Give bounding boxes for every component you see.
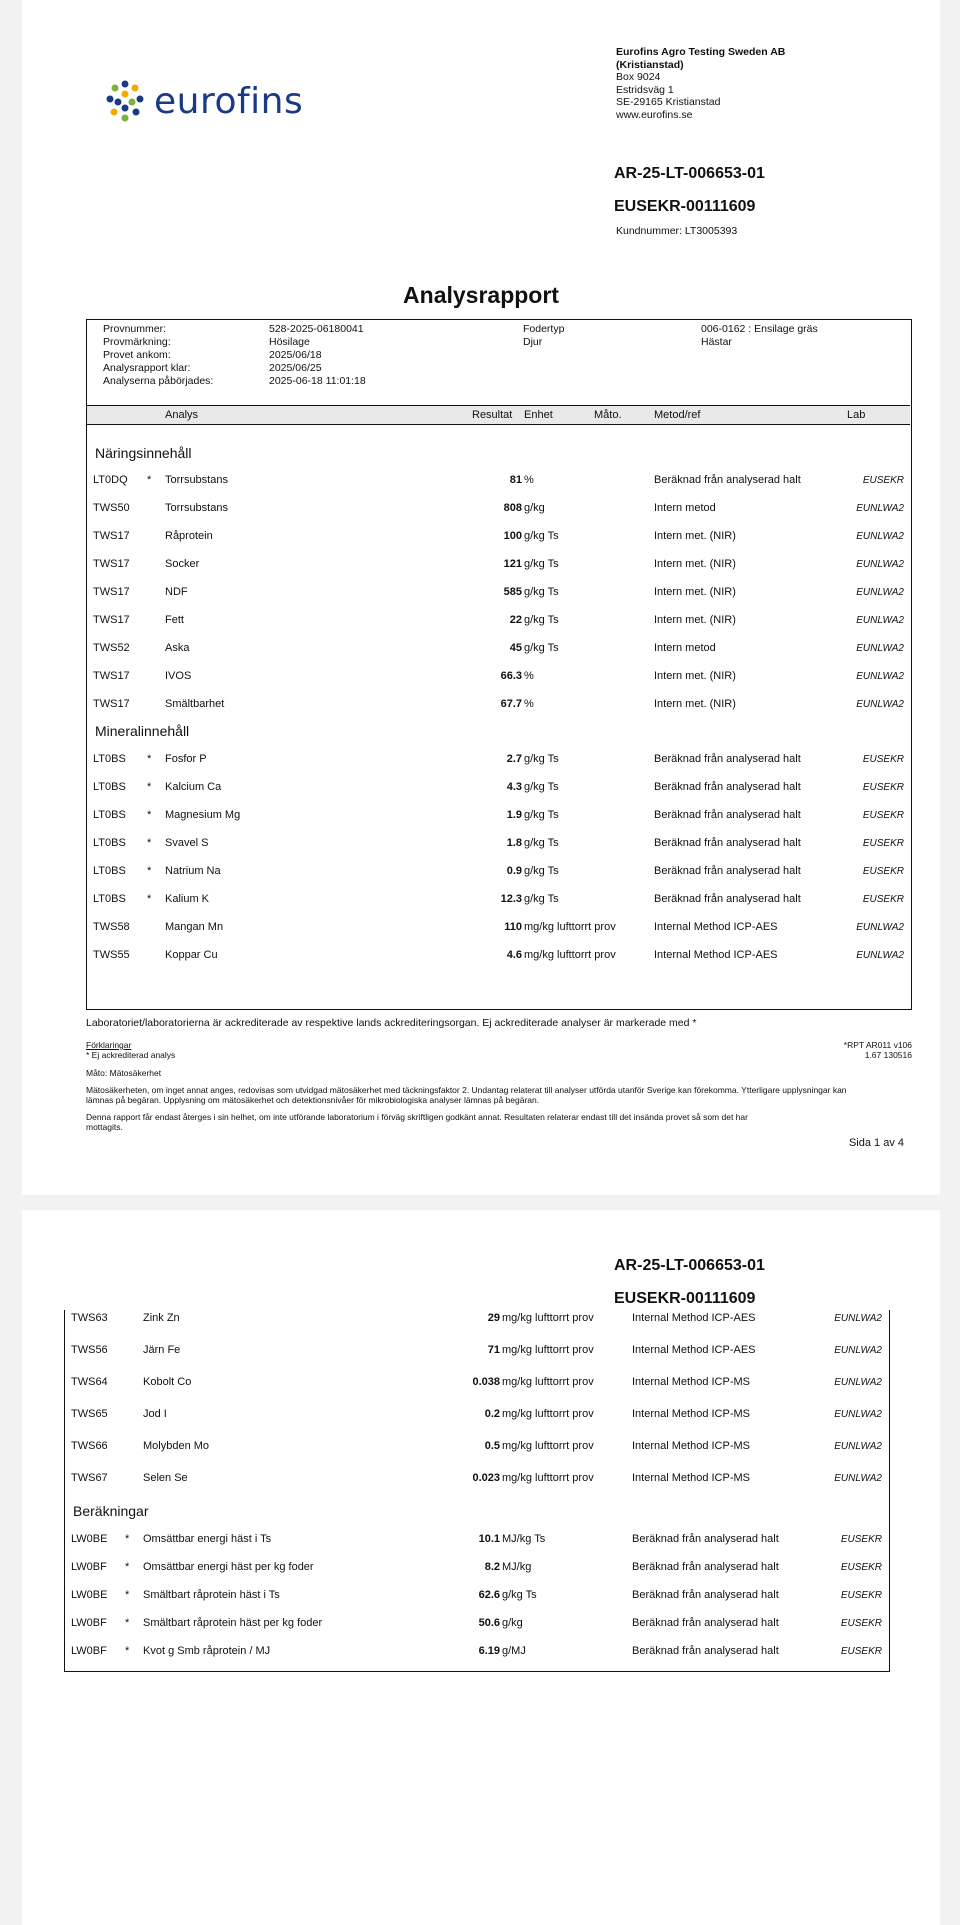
result-value: 0.5 [484,1440,500,1452]
eusekr-number: EUSEKR-00111609 [614,198,756,215]
unit: mg/kg lufttorrt prov [524,949,616,961]
header-metod: Metod/ref [654,409,701,421]
analysis-name: Aska [165,642,190,654]
accreditation-star: * [147,781,152,793]
lab-code: EUSEKR [862,754,904,765]
analysis-code: LW0BE [71,1533,108,1545]
label-fodertyp: Fodertyp [523,323,565,335]
method: Beräknad från analyserad halt [632,1561,779,1573]
result-value: 4.3 [506,781,522,793]
label-djur: Djur [523,336,543,348]
analysis-name: NDF [165,586,188,598]
analysis-code: TWS63 [71,1312,108,1324]
analysis-name: Molybden Mo [143,1440,210,1452]
analysis-code: TWS65 [71,1408,108,1420]
lab-code: EUSEKR [862,838,904,849]
analysis-code: LT0BS [93,893,126,905]
lab-code: EUNLWA2 [834,1345,882,1356]
method: Beräknad från analyserad halt [632,1533,779,1545]
lab-code: EUNLWA2 [834,1313,882,1324]
unit: mg/kg lufttorrt prov [502,1312,594,1324]
header-enhet: Enhet [524,409,553,421]
result-value: 67.7 [500,698,522,710]
accreditation-note: Laboratoriet/laboratorierna är ackrediterade av respektive lands ackrediteringsorgan. Ej ackrediterade analyser är markerade med * [86,1017,697,1029]
lab-code: EUNLWA2 [856,503,904,514]
lab-code: EUSEKR [862,810,904,821]
lab-code: EUNLWA2 [856,531,904,542]
result-value: 0.038 [472,1376,500,1388]
value-provmarkning: Hösilage [269,336,310,348]
unit: mg/kg lufttorrt prov [502,1472,594,1484]
value-provet-ankom: 2025/06/18 [269,349,322,361]
unit: g/kg Ts [524,614,559,626]
table-row [65,1408,888,1436]
mato-note: Måto: Mätosäkerhet [86,1068,162,1078]
analysis-name: Smältbart råprotein häst i Ts [143,1589,280,1601]
table-row [87,558,910,586]
accreditation-star: * [147,865,152,877]
label-rapport-klar: Analysrapport klar: [103,362,191,374]
analysis-name: Torrsubstans [165,474,228,486]
table-row [65,1561,888,1589]
method: Internal Method ICP-MS [632,1472,750,1484]
analysis-name: Kalcium Ca [165,781,222,793]
unit: mg/kg lufttorrt prov [502,1408,594,1420]
lab-code: EUNLWA2 [856,922,904,933]
analysis-code: LT0BS [93,865,126,877]
analysis-code: TWS17 [93,530,130,542]
lab-code: EUNLWA2 [856,615,904,626]
unit: g/kg Ts [524,642,559,654]
eusekr-number-p2: EUSEKR-00111609 [614,1290,756,1307]
unit: g/kg Ts [524,753,559,765]
result-value: 8.2 [484,1561,500,1573]
accreditation-star: * [125,1645,130,1657]
lab-code: EUNLWA2 [856,643,904,654]
analysis-name: Kvot g Smb råprotein / MJ [143,1645,271,1657]
table-row [87,921,910,949]
table-row [65,1472,888,1500]
table-row [65,1312,888,1340]
results-box [86,319,912,1010]
accreditation-star: * [147,474,152,486]
company-postal: SE-29165 Kristianstad [616,96,721,108]
rpt-code [844,1040,912,1060]
section-naringsinnehall: Näringsinnehåll [95,445,192,461]
method: Internal Method ICP-MS [632,1376,750,1388]
table-row [65,1440,888,1468]
uncertainty-text: Mätosäkerheten, om inget annat anges, redovisas som utvidgad mätosäkerhet med täckningsfaktor 2. Undantag relaterat till analyser utförda utanför Sverige kan förekomma. Ytterligare upplysningar kan lämnas på begäran. Upplysning om mätosäkerhet och detektionsnivåer för mikrobiologiska analyser lämnas på begäran. [86,1085,847,1105]
method: Internal Method ICP-AES [654,949,778,961]
analysis-code: LT0DQ [93,474,128,486]
method: Intern met. (NIR) [654,614,736,626]
analysis-name: Smältbart råprotein häst per kg foder [143,1617,323,1629]
explanations [86,1040,912,1060]
company-name: Eurofins Agro Testing Sweden AB [616,46,786,58]
result-value: 585 [503,586,522,598]
analysis-code: LT0BS [93,781,126,793]
analysis-code: TWS17 [93,670,130,682]
table-row [87,586,910,614]
unit: g/kg Ts [524,558,559,570]
lab-code: EUNLWA2 [834,1473,882,1484]
lab-code: EUSEKR [862,782,904,793]
analysis-code: LW0BF [71,1645,107,1657]
analysis-name: Koppar Cu [165,949,218,961]
accreditation-star: * [125,1561,130,1573]
analysis-name: Kobolt Co [143,1376,192,1388]
result-value: 0.9 [506,865,522,877]
analysis-name: Torrsubstans [165,502,228,514]
analysis-name: Jod I [143,1408,167,1420]
analysis-code: LT0BS [93,753,126,765]
lab-code: EUSEKR [840,1562,882,1573]
analysis-code: TWS67 [71,1472,108,1484]
analysis-name: Omsättbar energi häst per kg foder [143,1561,314,1573]
lab-code: EUSEKR [862,475,904,486]
accreditation-star: * [147,809,152,821]
header-analys: Analys [165,409,199,421]
result-value: 2.7 [506,753,522,765]
analysis-code: TWS66 [71,1440,108,1452]
result-value: 808 [503,502,522,514]
analysis-code: LT0BS [93,809,126,821]
result-value: 71 [487,1344,500,1356]
table-row [87,502,910,530]
accreditation-star: * [125,1589,130,1601]
value-rapport-klar: 2025/06/25 [269,362,322,374]
header-lab: Lab [847,409,866,421]
reproduce-text: Denna rapport får endast återges i sin helhet, om inte utförande laboratorium i förväg skriftligen godkänt annat. Resultaten relaterar endast till det insända provet så som det har mottagits. [86,1112,748,1132]
unit: % [524,698,534,710]
unit: % [524,474,534,486]
table-row [87,781,910,809]
rpt-code-line2: 1.67 130516 [864,1050,912,1060]
company-street: Estridsväg 1 [616,83,674,96]
method: Beräknad från analyserad halt [632,1617,779,1629]
result-value: 62.6 [478,1589,500,1601]
section-mineralinnehall: Mineralinnehåll [95,723,190,739]
unit: g/kg Ts [524,893,559,905]
lab-code: EUSEKR [862,866,904,877]
table-row [87,865,910,893]
company-address [616,46,785,121]
eurofins-logo-icon [102,78,148,124]
unit: g/kg Ts [524,586,559,598]
lab-code: EUSEKR [840,1646,882,1657]
unit: g/kg Ts [524,865,559,877]
result-value: 50.6 [478,1617,500,1629]
unit: mg/kg lufttorrt prov [524,921,616,933]
method: Beräknad från analyserad halt [654,837,801,849]
method: Intern met. (NIR) [654,698,736,710]
result-value: 22 [509,614,522,626]
accreditation-star: * [147,837,152,849]
analysis-name: Järn Fe [143,1344,181,1356]
value-djur: Hästar [701,336,732,348]
analysis-name: Selen Se [143,1472,188,1484]
analysis-code: TWS52 [93,642,130,654]
unit: g/kg [502,1617,523,1629]
sample-info-values [269,323,366,388]
table-row [87,614,910,642]
analysis-code: TWS17 [93,698,130,710]
table-row [65,1376,888,1404]
lab-code: EUNLWA2 [856,699,904,710]
method: Beräknad från analyserad halt [654,893,801,905]
analysis-name: Fosfor P [165,753,207,765]
report-page-1 [22,0,940,1195]
lab-code: EUNLWA2 [834,1441,882,1452]
company-name-line2: (Kristianstad) [616,58,684,71]
unit: g/kg Ts [524,781,559,793]
feed-animal-labels [523,323,564,349]
ar-number: AR-25-LT-006653-01 [614,165,765,182]
label-provet-ankom: Provet ankom: [103,349,171,361]
method: Intern metod [654,642,716,654]
result-value: 66.3 [500,670,522,682]
accreditation-star: * [147,893,152,905]
accreditation-star: * [147,753,152,765]
table-row [65,1344,888,1372]
label-pabörjades: Analyserna påbörjades: [103,375,214,387]
method: Intern met. (NIR) [654,586,736,598]
result-value: 0.023 [472,1472,500,1484]
result-value: 0.2 [484,1408,500,1420]
lab-code: EUNLWA2 [834,1409,882,1420]
explanations-title: Förklaringar [86,1040,132,1050]
unit: mg/kg lufttorrt prov [502,1376,594,1388]
unit: MJ/kg Ts [502,1533,546,1545]
method: Internal Method ICP-MS [632,1408,750,1420]
analysis-name: Svavel S [165,837,209,849]
analysis-code: TWS64 [71,1376,108,1388]
method: Beräknad från analyserad halt [632,1589,779,1601]
method: Intern metod [654,502,716,514]
unit: g/kg [524,502,545,514]
method: Internal Method ICP-AES [632,1344,756,1356]
method: Intern met. (NIR) [654,558,736,570]
unit: g/kg Ts [502,1589,537,1601]
analysis-name: Kalium K [165,893,210,905]
label-provmarkning: Provmärkning: [103,336,171,348]
section-berakningar: Beräkningar [73,1503,149,1519]
analysis-code: TWS17 [93,614,130,626]
company-web: www.eurofins.se [616,108,693,121]
unit: g/kg Ts [524,809,559,821]
method: Intern met. (NIR) [654,670,736,682]
page-number: Sida 1 av 4 [848,1137,904,1149]
method: Internal Method ICP-MS [632,1440,750,1452]
table-row [87,698,910,726]
logo-text: eurofins [154,80,304,122]
rpt-code-line1: *RPT AR011 v106 [843,1040,912,1050]
header-resultat: Resultat [472,409,513,421]
analysis-code: LW0BF [71,1617,107,1629]
unit: g/kg Ts [524,530,559,542]
label-provnummer: Provnummer: [103,323,167,335]
value-provnummer: 528-2025-06180041 [269,323,364,335]
analysis-code: TWS56 [71,1344,108,1356]
analysis-code: TWS50 [93,502,130,514]
lab-code: EUNLWA2 [856,559,904,570]
analysis-code: TWS17 [93,558,130,570]
result-value: 29 [487,1312,500,1324]
table-row [87,670,910,698]
analysis-name: Mangan Mn [165,921,224,933]
table-row [65,1645,888,1673]
method: Beräknad från analyserad halt [654,781,801,793]
header-mato: Måto. [594,409,622,421]
accreditation-star: * [125,1617,130,1629]
eurofins-logo [102,78,303,124]
table-row [87,893,910,921]
feed-animal-values [701,323,818,349]
results-box-p2 [64,1310,890,1672]
result-value: 12.3 [500,893,522,905]
lab-code: EUNLWA2 [856,950,904,961]
result-value: 10.1 [478,1533,500,1545]
table-header [87,405,910,425]
ar-number-p2: AR-25-LT-006653-01 [614,1257,765,1274]
lab-code: EUNLWA2 [856,587,904,598]
result-value: 6.19 [478,1645,500,1657]
customer-number: Kundnummer: LT3005393 [616,225,738,237]
analysis-name: Zink Zn [143,1312,180,1324]
result-value: 45 [509,642,522,654]
company-box: Box 9024 [616,71,661,83]
analysis-code: LW0BE [71,1589,108,1601]
sample-info-labels [103,323,213,388]
value-fodertyp: 006-0162 : Ensilage gräs [701,323,818,335]
method: Beräknad från analyserad halt [632,1645,779,1657]
value-pabörjades: 2025-06-18 11:01:18 [269,375,366,387]
table-row [65,1589,888,1617]
table-row [87,949,910,977]
lab-code: EUSEKR [862,894,904,905]
lab-code: EUNLWA2 [856,671,904,682]
table-row [87,753,910,781]
analysis-code: TWS17 [93,586,130,598]
unit: MJ/kg [502,1561,532,1573]
method: Internal Method ICP-AES [632,1312,756,1324]
analysis-name: Natrium Na [165,865,221,877]
analysis-name: Socker [165,558,200,570]
table-row [87,530,910,558]
report-title: Analysrapport [403,282,559,308]
result-value: 81 [509,474,522,486]
analysis-name: IVOS [165,670,192,682]
analysis-name: Omsättbar energi häst i Ts [143,1533,272,1545]
analysis-name: Smältbarhet [165,698,225,710]
lab-code: EUSEKR [840,1590,882,1601]
method: Beräknad från analyserad halt [654,809,801,821]
unit: g/kg Ts [524,837,559,849]
unit: mg/kg lufttorrt prov [502,1344,594,1356]
accreditation-star: * [125,1533,130,1545]
table-row [87,474,910,502]
analysis-name: Magnesium Mg [165,809,241,821]
result-value: 100 [503,530,522,542]
unit: mg/kg lufttorrt prov [502,1440,594,1452]
method: Beräknad från analyserad halt [654,865,801,877]
analysis-code: LT0BS [93,837,126,849]
result-value: 1.9 [506,809,522,821]
result-value: 110 [504,921,522,933]
lab-code: EUSEKR [840,1618,882,1629]
unit: g/MJ [502,1645,526,1657]
analysis-code: LW0BF [71,1561,107,1573]
table-row [87,837,910,865]
table-row [65,1533,888,1561]
analysis-name: Fett [165,614,184,626]
analysis-code: TWS58 [93,921,130,933]
unit: % [524,670,534,682]
lab-code: EUNLWA2 [834,1377,882,1388]
table-row [87,642,910,670]
method: Beräknad från analyserad halt [654,474,801,486]
result-value: 1.8 [506,837,522,849]
method: Intern met. (NIR) [654,530,736,542]
analysis-name: Råprotein [165,530,213,542]
method: Internal Method ICP-AES [654,921,778,933]
result-value: 121 [503,558,522,570]
result-value: 4.6 [506,949,522,961]
lab-code: EUSEKR [840,1534,882,1545]
table-row [87,809,910,837]
analysis-code: TWS55 [93,949,130,961]
method: Beräknad från analyserad halt [654,753,801,765]
table-row [65,1617,888,1645]
not-accredited-note: * Ej ackrediterad analys [86,1050,176,1060]
